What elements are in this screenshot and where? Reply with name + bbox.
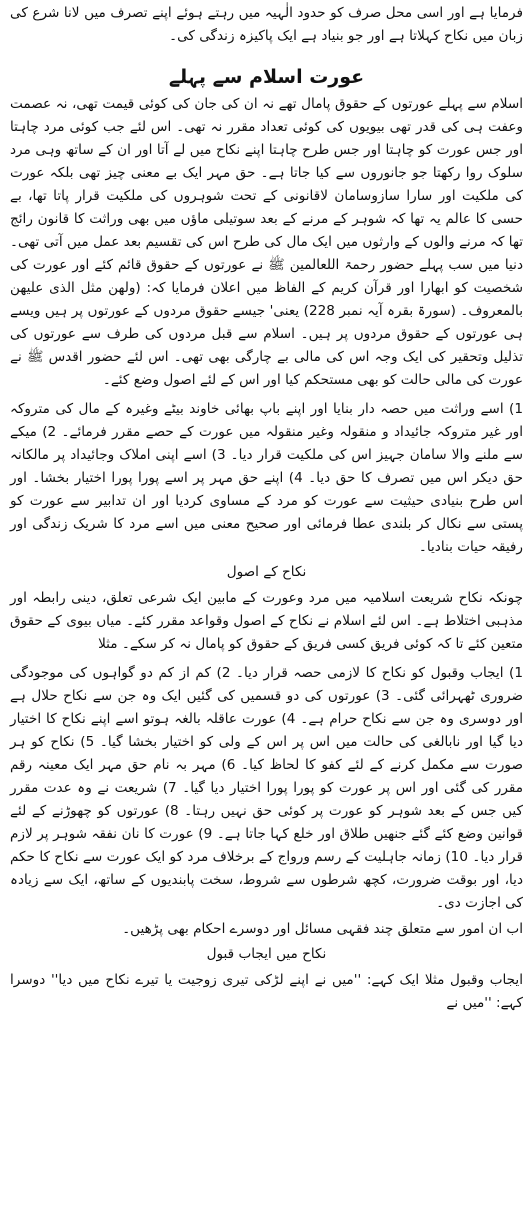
section-heading-ijab-qubool: نکاح میں ایجاب قبول — [206, 946, 327, 962]
section-heading-nikah-principles: نکاح کے اصول — [226, 564, 307, 580]
intro-paragraph: فرمایا ہے اور اسی محل صرف کو حدود الٰہیہ میں رہتے ہوئے اپنے تصرف میں لانا شرع کی زبان میں نکاح کہلاتا ہے اور جو بنیاد ہے ایک پاکیزہ زندگی کی۔ — [10, 5, 523, 44]
section-heading-women-before-islam: عورت اسلام سے پہلے — [168, 66, 365, 88]
paragraph-ijab-qubool: ایجاب وقبول مثلا ایک کہے: ''میں نے اپنے لڑکی تیری زوجیت یا تیرے نکاح میں دیا'' دوسرا کہے: ''میں نے — [10, 972, 523, 1011]
paragraph-inheritance-rights: 1) اسے وراثت میں حصہ دار بنایا اور اپنے باپ بھائی خاوند بیٹے وغیرہ کے مال کی متروکہ اور غیر متروکہ جائیداد و منقولہ وغیر منقولہ میں عورت کے حصے مقرر فرمائے۔ 2) میکے سے ملنے والا سامان جہیز اس کی ملکیت قرار دیا۔ 3) اسے اپنی املاک وجائیداد پر مالکانہ حق دیکر اس میں تصرف کا حق دیا۔ 4) اپنے حق مہر پر اسے پورا پورا اختیار بخشا۔ اور اس طرح بنیادی حیثیت سے عورت کو مرد کے مساوی کردیا اور ان تدابیر سے عورت کو پستی سے نکال کر بلندی عطا فرمائی اور صحیح معنی میں اسے مرد کا شریک زندگی اور رفیقہ حیات بنادیا۔ — [10, 401, 523, 555]
paragraph-nikah-rules: 1) ایجاب وقبول کو نکاح کا لازمی حصہ قرار دیا۔ 2) کم از کم دو گواہوں کی موجودگی ضروری ٹھہرائی گئی۔ 3) عورتوں کی دو قسمیں کی گئیں ایک وہ جن سے نکاح حلال ہے اور دوسری وہ جن سے نکاح حرام ہے۔ 4) عورت عاقلہ بالغہ ہوتو اسے اپنے نکاح کا اختیار دیا گیا اور نابالغی کی حالت میں اس پر اس کے ولی کو اختیار بخشا گیا۔ 5) نکاح کو ہر صورت سے مکمل کرنے کے لئے کفو کا لحاظ کیا۔ 6) مہر بہ نام حق مہر ایک معینہ رقم مقرر کی گئی اور اس پر عورت کو پورا پورا اختیار دیا گیا۔ 7) شریعت نے وہ عدت مقرر کیں جس کے بعد شوہر کو عورت پر کوئی حق نہیں رہتا۔ 8) عورتوں کو چھوڑنے کے لئے قوانین وضع کئے گئے جنھیں طلاق اور خلع کہا جاتا ہے۔ 9) عورت کا نان نفقہ شوہر پر لازم قرار دیا۔ 10) زمانہ جاہلیت کے رسم ورواج کے برخلاف مرد کو ایک عورت سے نکاح کا حکم دیا، اور بوقت ضرورت، کچھ شرطوں سے شروط، سخت پابندیوں کے ساتھ، ایک سے زیادہ کی اجازت دی۔ — [10, 665, 524, 911]
paragraph-before-islam: اسلام سے پہلے عورتوں کے حقوق پامال تھے نہ ان کی جان کی کوئی قیمت تھی، نہ عصمت وعفت ہی کی قدر تھی بیویوں کی کوئی تعداد مقرر نہ تھی۔ اس لئے جب کوئی مرد چاہتا اور جس عورت کو چاہتا اور جس طرح چاہتا اپنے نکاح میں لے آتا اور ان کے ساتھ وہی مرد سلوک روا رکھتا جو جانوروں سے کیا جاتا ہے۔ حق مہر ایک بے معنی چیز تھی بلکہ عورت کی ملکیت اور سارا سازوسامان لاقانونی کے تحت شوہروں کی ملکیت قرار پاتا تھا، بے حسی کا عالم یہ تھا کہ شوہر کے مرنے کے بعد سوتیلی ماؤں میں بھی وراثت کا قانون رائج تھا کہ مرنے والوں کے وارثوں میں ایک مال کی طرح اس کی تقسیم بعد عمل میں آتی تھی۔ دنیا میں سب پہلے حضور رحمۃ اللعالمین ﷺ نے عورتوں کے حقوق قائم کئے اور عورت کی شخصیت کو ابھارا اور قرآن کریم کے الفاظ میں اعلان فرمایا کہ: (ولھن مثل الذی علیھن بالمعروف۔ (سورۃ بقرہ آیہ نمبر 228) یعنی' جیسے حقوق مردوں کے عورتوں پر ہیں ویسے ہی عورتوں کے حقوق مردوں پر ہیں۔ اسلام سے قبل مردوں کی طرف سے عورتوں کی تذلیل وتحقیر کی ایک وجہ اس کی مالی بے چارگی بھی تھی۔ اس لئے حضور اقدس ﷺ نے عورت کی مالی حالت کو بھی مستحکم کیا اور اس کے لئے اصول وضع کئے۔ — [10, 96, 523, 388]
paragraph-nikah-principles: چونکہ نکاح شریعت اسلامیہ میں مرد وعورت کے مابین ایک شرعی تعلق، دینی رابطہ اور مذہبی اختلاط ہے۔ اس لئے اسلام نے نکاح کے اصول وقواعد مقرر کئے۔ میاں بیوی کے حقوق متعین کئے تا کہ کوئی فریق کسی فریق کے حقوق کو پامال نہ کر سکے۔ مثلا — [10, 590, 523, 652]
paragraph-further-issues: اب ان امور سے متعلق چند فقہی مسائل اور دوسرے احکام بھی پڑھیں۔ — [122, 921, 523, 937]
